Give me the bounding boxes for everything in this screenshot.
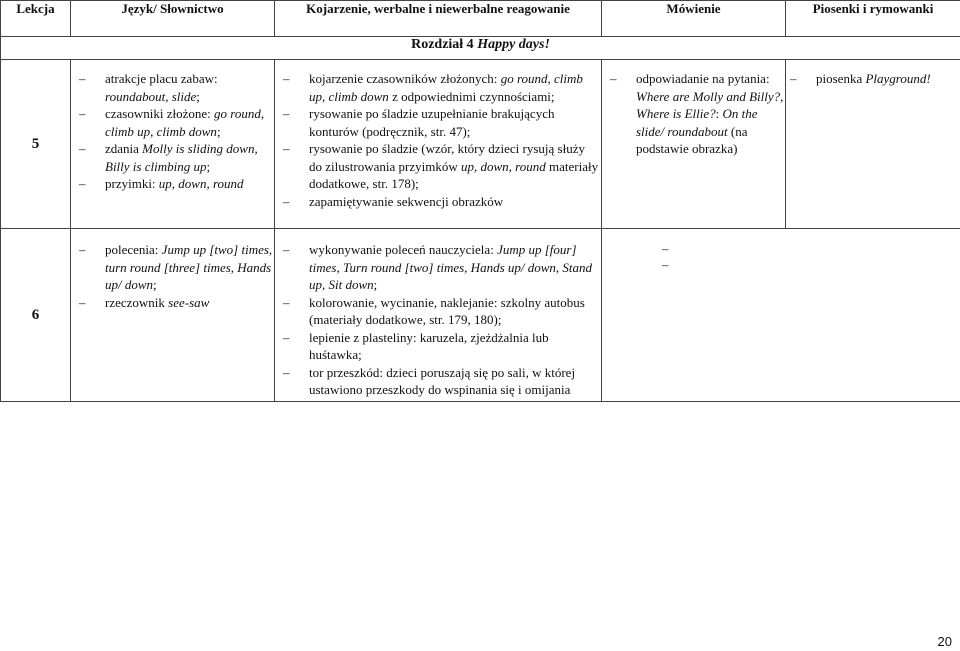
list-item: – piosenka Playground! bbox=[790, 71, 931, 86]
chapter-title bbox=[1, 37, 960, 60]
list-item: – wykonywanie poleceń nauczyciela: Jump up [four] times, Turn round [two] times, Hands up/ down, Stand up, Sit down; bbox=[283, 242, 593, 292]
chapter-row bbox=[1, 37, 960, 60]
vocab-cell bbox=[71, 60, 275, 229]
list-item: – tor przeszkód: dzieci poruszają się po sali, w której ustawiono przeszkody do wspinania się i omijania bbox=[283, 364, 576, 397]
reacting-cell bbox=[275, 229, 602, 402]
dash-bullet: – bbox=[79, 176, 86, 191]
songs-empty-dash: – bbox=[662, 257, 669, 272]
header-kojarzenie: Kojarzenie, werbalne i niewerbalne reagowanie bbox=[275, 1, 602, 37]
list-item: – rysowanie po śladzie uzupełnianie brakujących konturów (podręcznik, str. 47); bbox=[283, 106, 555, 139]
header-jezyk-slownictwo: Język/ Słownictwo bbox=[71, 1, 275, 37]
list-item: – polecenia: Jump up [two] times, turn round [three] times, Hands up/ down; bbox=[79, 242, 273, 292]
list-item: – zdania Molly is sliding down, Billy is climbing up; bbox=[79, 141, 258, 174]
dash-bullet: – bbox=[79, 141, 86, 156]
dash-bullet: – bbox=[283, 242, 290, 257]
lesson-row-6 bbox=[1, 229, 960, 402]
reacting-list bbox=[283, 241, 601, 399]
list-item: – przyimki: up, down, round bbox=[79, 176, 244, 191]
reacting-cell bbox=[275, 60, 602, 229]
dash-bullet: – bbox=[79, 71, 86, 86]
list-item: – kolorowanie, wycinanie, naklejanie: szkolny autobus (materiały dodatkowe, str. 179, 180); bbox=[283, 294, 585, 327]
empty-dashes bbox=[602, 241, 960, 273]
lesson-number: 6 bbox=[1, 229, 71, 402]
header-piosenki: Piosenki i rymowanki bbox=[786, 1, 960, 37]
list-item: – atrakcje placu zabaw: roundabout, slide; bbox=[79, 71, 218, 104]
dash-bullet: – bbox=[79, 242, 86, 257]
dash-bullet: – bbox=[79, 294, 86, 310]
list-item: – rzeczownik see-saw bbox=[79, 294, 210, 310]
vocab-list bbox=[79, 70, 274, 193]
dash-bullet: – bbox=[610, 71, 617, 86]
header-lekcja: Lekcja bbox=[1, 1, 71, 37]
dash-bullet: – bbox=[79, 106, 86, 121]
dash-bullet: – bbox=[283, 364, 290, 380]
vocab-cell bbox=[71, 229, 275, 402]
vocab-list bbox=[79, 241, 274, 311]
empty-speaking-songs-cell bbox=[602, 229, 960, 402]
lesson-number: 5 bbox=[1, 60, 71, 229]
list-item: – rysowanie po śladzie (wzór, który dzieci rysują służy do zilustrowania przyimków up, down, round materiały dodatkowe, str. 178); bbox=[283, 141, 599, 191]
dash-bullet: – bbox=[283, 294, 290, 310]
speaking-list bbox=[610, 70, 785, 158]
speaking-empty-dash: – bbox=[662, 241, 669, 256]
list-item: – zapamiętywanie sekwencji obrazków bbox=[283, 193, 504, 209]
page-number: 20 bbox=[937, 634, 952, 649]
list-item: – lepienie z plasteliny: karuzela, zjeżdżalnia lub huśtawka; bbox=[283, 329, 549, 362]
songs-list bbox=[790, 70, 960, 88]
dash-bullet: – bbox=[790, 71, 797, 86]
dash-bullet: – bbox=[283, 71, 290, 86]
speaking-cell bbox=[602, 60, 786, 229]
list-item: – odpowiadanie na pytania: Where are Molly and Billy?, Where is Ellie?: On the slide/ roundabout (na podstawie obrazka) bbox=[610, 71, 784, 156]
chapter-prefix: Rozdział 4 bbox=[411, 37, 478, 52]
dash-bullet: – bbox=[283, 141, 290, 156]
songs-cell bbox=[786, 60, 960, 229]
table-header-row bbox=[1, 1, 960, 37]
lesson-row-5 bbox=[1, 60, 960, 229]
chapter-name: Happy days! bbox=[477, 37, 550, 52]
dash-bullet: – bbox=[283, 106, 290, 121]
list-item: – czasowniki złożone: go round, climb up, climb down; bbox=[79, 106, 265, 139]
list-item: – kojarzenie czasowników złożonych: go round, climb up, climb down z odpowiednimi czynnościami; bbox=[283, 71, 583, 104]
reacting-list bbox=[283, 70, 601, 210]
dash-bullet: – bbox=[283, 193, 290, 209]
dash-bullet: – bbox=[283, 329, 290, 345]
header-mowienie: Mówienie bbox=[602, 1, 786, 37]
